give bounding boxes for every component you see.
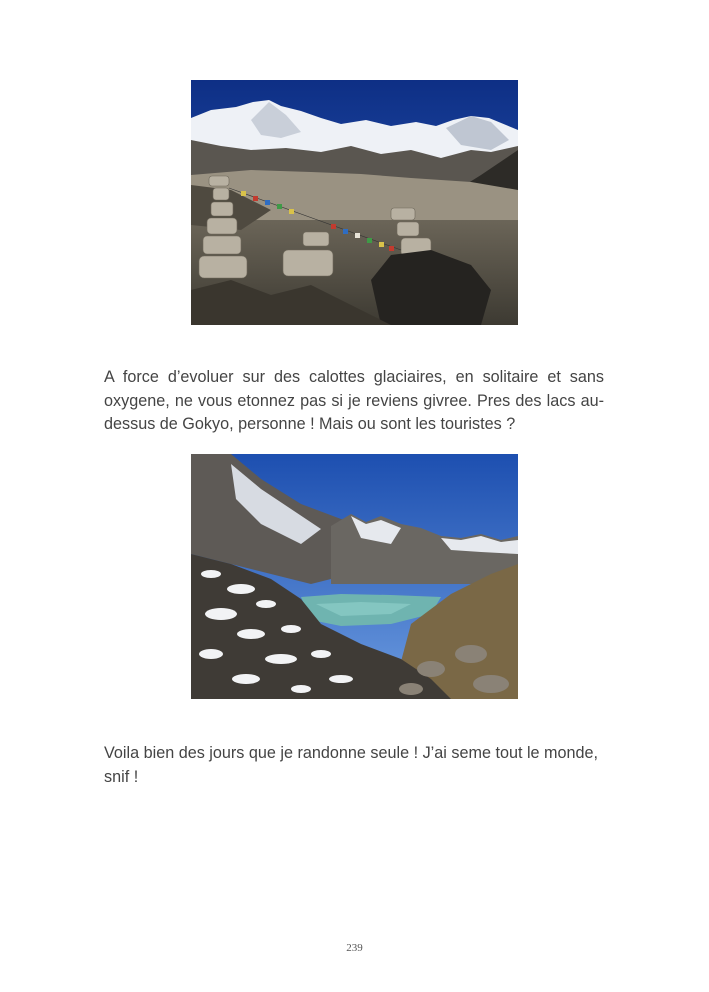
paragraph-2: Voila bien des jours que je randonne seule ! J’ai seme tout le monde, snif ! (104, 744, 599, 786)
paragraph-1: A force d’evoluer sur des calottes glaciaires, en solitaire et sans oxygene, ne vous etonnez pas si je reviens givree. Pres des lacs au-dessus de Gokyo, personne ! Mais ou sont les touristes ? (104, 368, 604, 433)
photo-mountain-cairns (191, 80, 518, 325)
photo-glacial-lake (191, 454, 518, 699)
page-number: 239 (346, 942, 363, 954)
